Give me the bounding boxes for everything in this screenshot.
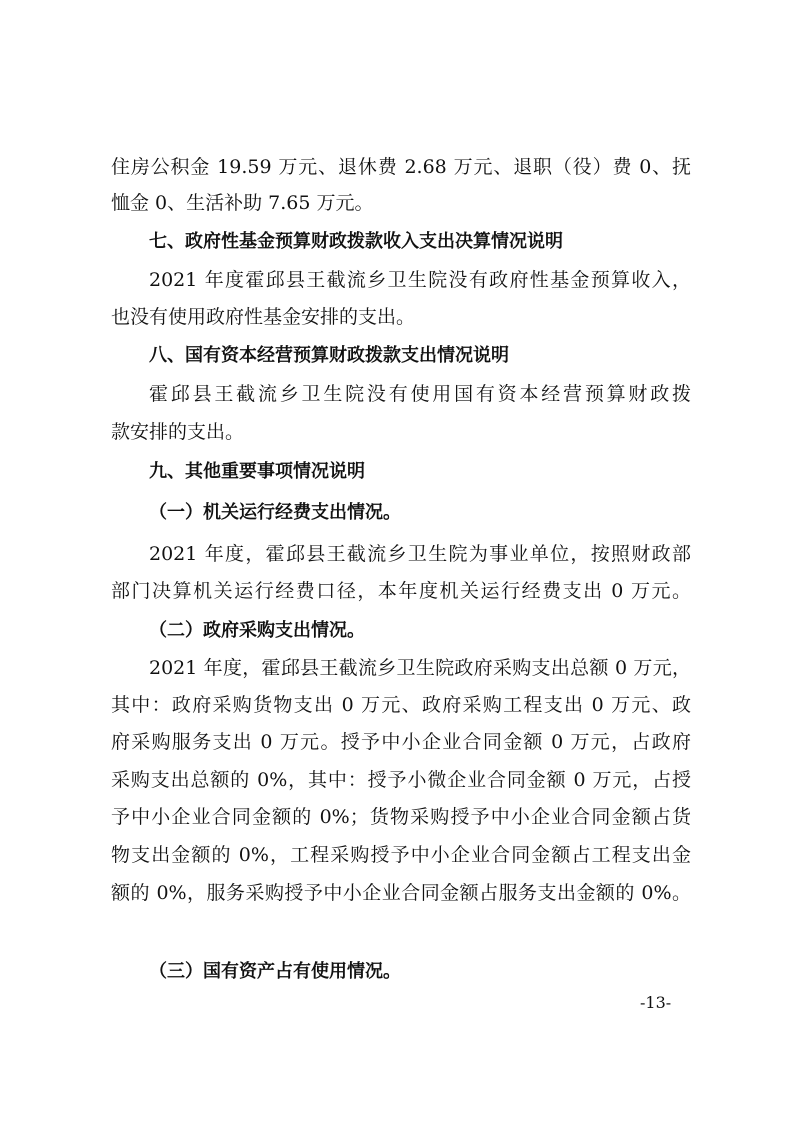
body-line: 额的 0%，服务采购授予中小企业合同金额占服务支出金额的 0%。 xyxy=(111,882,691,904)
section-heading-7: 七、政府性基金预算财政拨款收入支出决算情况说明 xyxy=(149,231,563,252)
body-line: 2021 年度，霍邱县王截流乡卫生院为事业单位，按照财政部 xyxy=(149,543,691,565)
body-line: 其中：政府采购货物支出 0 万元、政府采购工程支出 0 万元、政 xyxy=(111,694,691,716)
body-line: 款安排的支出。 xyxy=(111,421,245,443)
body-line: 霍邱县王截流乡卫生院没有使用国有资本经营预算财政拨 xyxy=(149,383,691,405)
section-heading-9: 九、其他重要事项情况说明 xyxy=(149,461,365,482)
body-line: 住房公积金 19.59 万元、退休费 2.68 万元、退职（役）费 0、抚 xyxy=(111,156,691,178)
page-number: -13- xyxy=(640,993,672,1012)
body-line: 府采购服务支出 0 万元。授予中小企业合同金额 0 万元，占政府 xyxy=(111,731,691,753)
subsection-heading-3: （三）国有资产占有使用情况。 xyxy=(149,961,401,982)
body-line: 2021 年度，霍邱县王截流乡卫生院政府采购支出总额 0 万元， xyxy=(149,657,691,679)
body-line: 予中小企业合同金额的 0%；货物采购授予中小企业合同金额占货 xyxy=(111,806,691,828)
section-heading-8: 八、国有资本经营预算财政拨款支出情况说明 xyxy=(149,345,509,366)
body-line: 采购支出总额的 0%，其中：授予小微企业合同金额 0 万元，占授 xyxy=(111,769,691,791)
subsection-heading-2: （二）政府采购支出情况。 xyxy=(149,620,365,641)
body-line: 也没有使用政府性基金安排的支出。 xyxy=(111,306,416,328)
body-line: 恤金 0、生活补助 7.65 万元。 xyxy=(111,192,374,214)
subsection-heading-1: （一）机关运行经费支出情况。 xyxy=(149,502,401,523)
body-line: 2021 年度霍邱县王截流乡卫生院没有政府性基金预算收入， xyxy=(149,269,691,291)
body-line: 部门决算机关运行经费口径，本年度机关运行经费支出 0 万元。 xyxy=(111,580,691,602)
body-line: 物支出金额的 0%，工程采购授予中小企业合同金额占工程支出金 xyxy=(111,844,691,866)
